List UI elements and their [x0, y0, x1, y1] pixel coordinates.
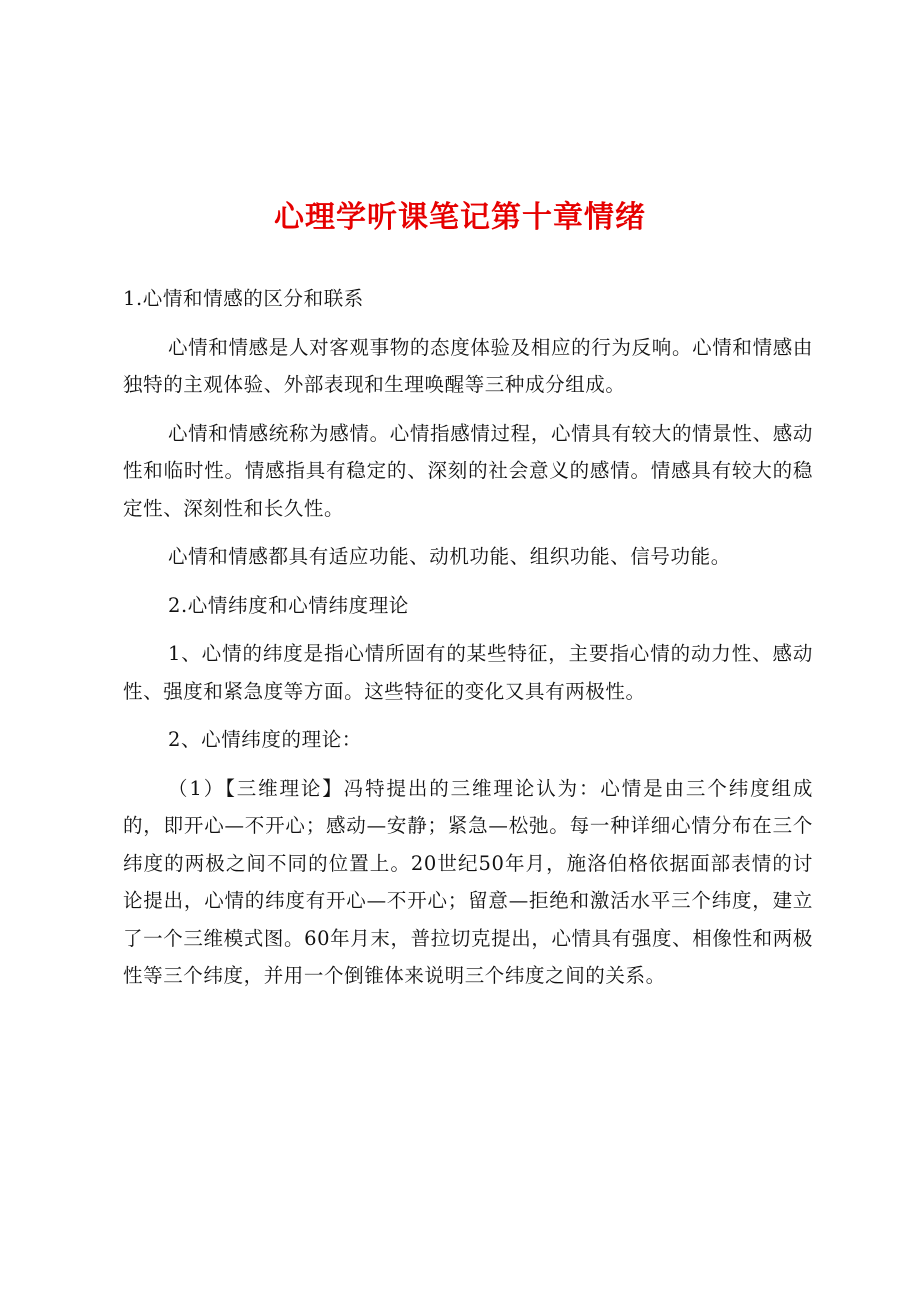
section-heading-1: 1.心情和情感的区分和联系	[123, 287, 364, 310]
section-heading-2: 2.心情纬度和心情纬度理论	[168, 593, 409, 617]
paragraph: 心情和情感都具有适应功能、动机功能、组织功能、信号功能。	[168, 545, 731, 568]
paragraph: 2、心情纬度的理论：	[168, 728, 362, 751]
paragraph: 心情和情感是人对客观事物的态度体验及相应的行为反响。心情和情感由独特的主观体验、外部表现和生理唤醒等三种成分组成。	[123, 335, 813, 396]
paragraph: 1、心情的纬度是指心情所固有的某些特征，主要指心情的动力性、感动性、强度和紧急度等方面。这些特征的变化又具有两极性。	[123, 642, 813, 703]
paragraph: （1）【三维理论】冯特提出的三维理论认为：心情是由三个纬度组成的，即开心—不开心；感动—安静；紧急—松弛。每一种详细心情分布在三个纬度的两极之间不同的位置上。20世纪50年月，施洛伯格依据面部表情的讨论提出，心情的纬度有开心—不开心；留意—拒绝和激活水平三个纬度，建立了一个三维模式图。60年月末，普拉切克提出，心情具有强度、相像性和两极性等三个纬度，并用一个倒锥体来说明三个纬度之间的关系。	[123, 776, 813, 987]
paragraph: 心情和情感统称为感情。心情指感情过程，心情具有较大的情景性、感动性和临时性。情感指具有稳定的、深刻的社会意义的感情。情感具有较大的稳定性、深刻性和长久性。	[123, 421, 813, 520]
document-body	[123, 280, 813, 1006]
document-title: 心理学听课笔记第十章情绪	[274, 200, 646, 235]
